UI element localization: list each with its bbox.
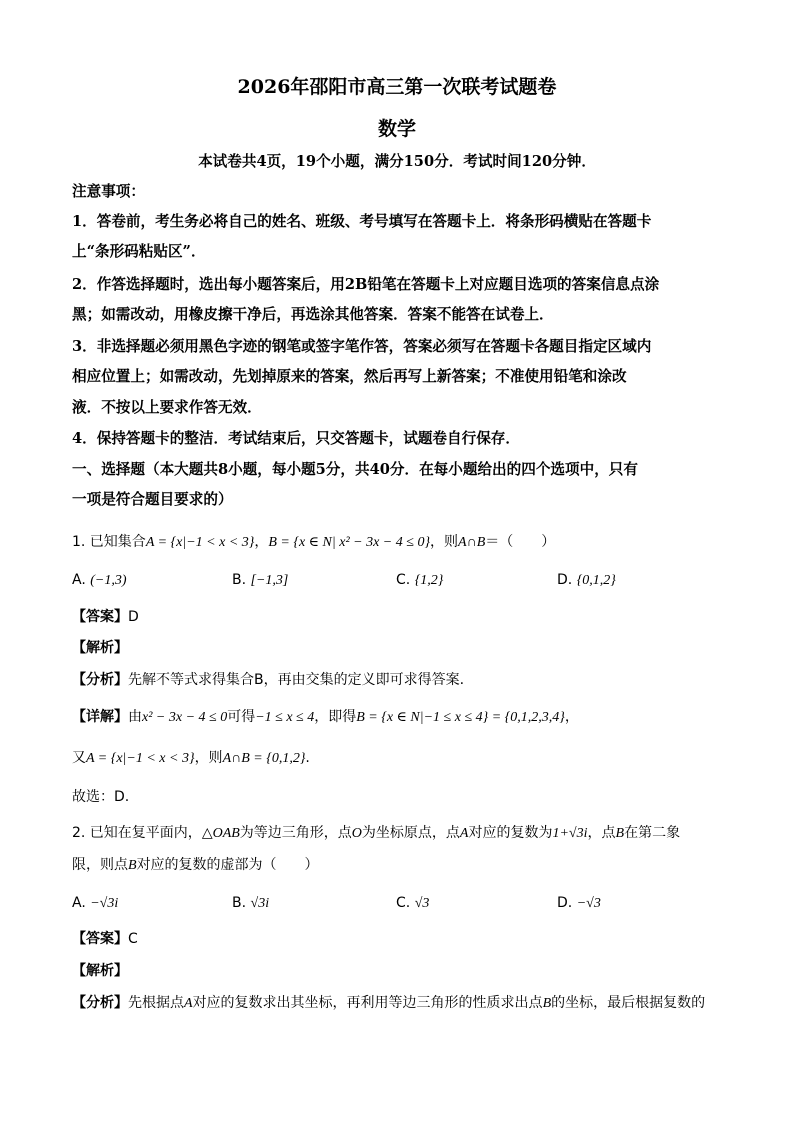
q2-line2-text-2: 对应的复数的虚部为（ ） — [136, 857, 319, 873]
q1-fenxi — [72, 670, 464, 690]
q2-fenxi-tag: 【分析】 — [72, 995, 128, 1011]
q2-fenxi-text-1: 先根据点 — [128, 995, 184, 1011]
exam-info: 本试卷共4页，19个小题，满分150分．考试时间120分钟． — [198, 153, 596, 170]
q2-math-a: A — [459, 826, 469, 841]
q1-option-d-label: D. — [557, 572, 573, 588]
q1-conclusion: 故选：D. — [72, 789, 130, 805]
q1-set-b: B = {x ∈ N| x² − 3x − 4 ≤ 0} — [268, 535, 431, 550]
q2-option-b — [232, 893, 269, 914]
q1-detail-math-2: −1 ≤ x ≤ 4 — [255, 710, 315, 725]
notice-item-3-line-3: 液．不按以上要求作答无效． — [72, 399, 262, 416]
q2-option-a-label: A. — [72, 895, 86, 911]
q1-fenxi-tag: 【分析】 — [72, 672, 128, 688]
q1-detail2-math-2: A∩B = {0,1,2} — [222, 751, 306, 766]
q1-stem — [72, 532, 555, 553]
q1-option-b — [232, 570, 288, 591]
q2-math-complex: 1+√3i — [552, 826, 588, 841]
q1-answer — [72, 607, 139, 627]
q2-fenxi-math-b: B — [542, 996, 552, 1011]
q1-detail-tag: 【详解】 — [72, 709, 128, 725]
q1-option-a — [72, 570, 127, 591]
q2-stem-line-2 — [72, 855, 319, 876]
q1-answer-value: D — [128, 609, 139, 625]
q2-option-d-label: D. — [557, 895, 573, 911]
q2-answer-tag: 【答案】 — [72, 931, 128, 947]
q2-text-2: 为等边三角形，点 — [239, 825, 352, 841]
section-1-heading-line-2: 一项是符合题目要求的） — [72, 491, 233, 508]
q2-fenxi-text-2: 对应的复数求出其坐标，再利用等边三角形的性质求出点 — [192, 995, 543, 1011]
q2-text-5: ，点 — [587, 825, 616, 841]
q2-answer-value: C — [128, 931, 138, 947]
notice-item-2-line-1: 2．作答选择题时，选出每小题答案后，用2B铅笔在答题卡上对应题目选项的答案信息点涂 — [72, 276, 660, 293]
notice-item-1-line-1: 1．答卷前，考生务必将自己的姓名、班级、考号填写在答题卡上．将条形码横贴在答题卡 — [72, 213, 652, 230]
q1-option-a-value: (−1,3) — [90, 573, 127, 588]
exam-title: 2026年邵阳市高三第一次联考试题卷 — [237, 76, 557, 98]
q1-detail2-text-1: 又 — [72, 750, 86, 766]
q2-stem-line-1 — [72, 823, 680, 844]
q1-detail2-text-2: ，则 — [194, 750, 223, 766]
q2-fenxi — [72, 993, 705, 1014]
q2-analysis-tag: 【解析】 — [72, 963, 128, 979]
q2-option-a-value: −√3i — [90, 896, 119, 911]
q1-option-d — [557, 570, 616, 591]
q2-text-3: 为坐标原点，点 — [361, 825, 460, 841]
q1-detail-math-1: x² − 3x − 4 ≤ 0 — [142, 710, 228, 725]
q1-option-d-value: {0,1,2} — [576, 573, 616, 588]
notice-item-2-line-2: 黑；如需改动，用橡皮擦干净后，再选涂其他答案．答案不能答在试卷上． — [72, 306, 554, 323]
q2-fenxi-math-a: A — [184, 996, 193, 1011]
q2-option-c-value: √3 — [414, 896, 430, 911]
section-1-heading-line-1: 一、选择题（本大题共8小题，每小题5分，共40分．在每小题给出的四个选项中，只有 — [72, 461, 638, 478]
q1-stem-prefix: 1. 已知集合 — [72, 534, 146, 550]
q1-option-b-label: B. — [232, 572, 247, 588]
q1-option-c-label: C. — [396, 572, 411, 588]
q2-line2-math-b: B — [128, 858, 137, 873]
q2-option-b-label: B. — [232, 895, 247, 911]
notice-item-1-line-2: 上“条形码粘贴区”． — [72, 243, 206, 260]
q2-answer — [72, 929, 138, 949]
q1-detail-text-2: 可得 — [227, 709, 256, 725]
q1-option-a-label: A. — [72, 572, 86, 588]
q1-detail2-math-1: A = {x|−1 < x < 3} — [86, 751, 195, 766]
q1-fenxi-text: 先解不等式求得集合B，再由交集的定义即可求得答案. — [128, 672, 465, 688]
q2-text-1: 2. 已知在复平面内， — [72, 825, 202, 841]
q1-detail2-text-3: . — [305, 750, 310, 766]
q1-option-c-value: {1,2} — [414, 573, 444, 588]
notice-heading: 注意事项： — [72, 183, 145, 200]
q2-text-4: 对应的复数为 — [468, 825, 553, 841]
notice-item-4: 4．保持答题卡的整洁．考试结束后，只交答题卡，试题卷自行保存． — [72, 430, 520, 447]
q1-option-b-value: [−1,3] — [250, 573, 289, 588]
q1-option-c — [396, 570, 443, 591]
q1-detail-text-1: 由 — [128, 709, 142, 725]
notice-item-3-line-1: 3．非选择题必须用黑色字迹的钢笔或签字笔作答，答案必须写在答题卡各题目指定区域内 — [72, 338, 652, 355]
q2-line2-text-1: 限，则点 — [72, 857, 128, 873]
q1-detail-line-1 — [72, 707, 579, 728]
q2-math-o: O — [351, 826, 362, 841]
q1-detail-text-3: ，即得 — [314, 709, 357, 725]
q1-detail-text-4: ， — [564, 709, 579, 725]
q2-option-b-value: √3i — [250, 896, 270, 911]
q2-text-6: 在第二象 — [624, 825, 681, 841]
q2-option-c — [396, 893, 429, 914]
q2-option-d-value: −√3 — [576, 896, 601, 911]
q2-fenxi-text-3: 的坐标，最后根据复数的 — [551, 995, 706, 1011]
q2-option-c-label: C. — [396, 895, 411, 911]
q2-option-a — [72, 893, 118, 914]
q1-stem-suffix-pre: ，则 — [430, 534, 459, 550]
q2-math-b: B — [615, 826, 625, 841]
q2-math-triangle: △OAB — [201, 826, 240, 841]
q1-detail-line-2 — [72, 748, 310, 769]
q1-intersection: A∩B — [458, 535, 486, 550]
q1-analysis-tag: 【解析】 — [72, 640, 128, 656]
q1-answer-tag: 【答案】 — [72, 609, 128, 625]
q1-detail-math-3: B = {x ∈ N|−1 ≤ x ≤ 4} = {0,1,2,3,4} — [356, 710, 565, 725]
q1-stem-suffix: ＝（ ） — [485, 534, 556, 550]
q1-set-a: A = {x|−1 < x < 3} — [145, 535, 255, 550]
q1-stem-sep: ， — [254, 534, 269, 550]
notice-item-3-line-2: 相应位置上；如需改动，先划掉原来的答案，然后再写上新答案；不准使用铅笔和涂改 — [72, 368, 627, 385]
subject-title: 数学 — [377, 118, 416, 140]
q2-option-d — [557, 893, 601, 914]
